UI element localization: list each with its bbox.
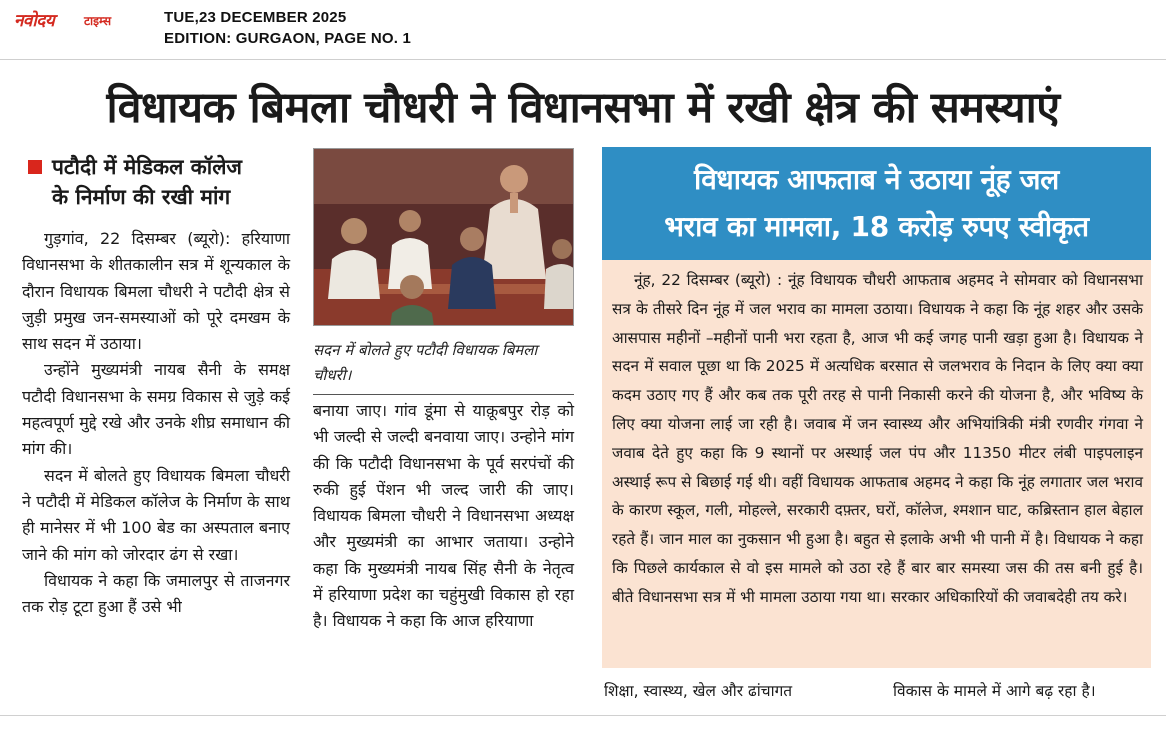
logo-main-text: नवोदय [14, 11, 55, 31]
story1-footer-left: शिक्षा, स्वास्थ्य, खेल और ढांचागत [604, 682, 793, 700]
caption-divider [313, 394, 574, 395]
story1-paragraph: सदन में बोलते हुए विधायक बिमला चौधरी ने पटौदी में मेडिकल कॉलेज के निर्माण के साथ ही मानेसर में भी 100 बेड का अस्पताल बनाए जाने की मांग को जोरदार ढंग से रखा। [22, 465, 290, 564]
story2-paragraph: नूंह, 22 दिसम्बर (ब्यूरो) : नूंह विधायक चौधरी आफताब अहमद ने सोमवार को विधानसभा सत्र के तीसरे दिन नूंह में जल भराव का मामला उठाया। विधायक ने कहा कि नूंह शहर और उसके आसपास महीनों –महीनों पानी भरा रहता है, आज भी कई जगह पानी खड़ा हुआ है। विधायक ने सदन में सवाल पूछा था कि 2025 में अत्यधिक बरसात से जलभराव के निदान के लिए क्या क्या कदम उठाए गए हैं और कब तक पूरी तरह से पानी निकासी करने की योजना है, और भविष्य के लिए क्या योजना लाई जा रही है। जवाब में जन स्वास्थ्य और अभियांत्रिकी मंत्री रणवीर गंगवा ने जवाब देते हुए कहा कि 9 स्थानों पर अस्थाई जल पंप और 11350 मीटर लंबी पाइपलाइन अस्थाई रूप से बिछाई गई थी। वहीं विधायक आफताब अहमद ने कहा कि नूंह लगातार जल भराव के कारण स्कूल, गली, मोहल्ले, सरकारी दफ़्तर, घरों, कॉलेज, श्मशान घाट, कब्रिस्तान हाल बेहाल रहते हैं। जान माल का नुकसान भी हुआ है। बहुत से इलाके अभी भी पानी में है। विधायक ने कहा कि पिछले कार्यकाल से वो इस मामले को उठा रहे हैं बार बार समस्या जस की तस बनी हुई है। बीते विधानसभा सत्र में भी मामला उठाया गया था। सरकार अधिकारियों की जवाबदेही तय करे। [612, 271, 1143, 606]
bottom-divider [0, 715, 1166, 716]
story1-continued: बनाया जाए। गांव डूंमा से याक़ूबपुर रोड़ को भी जल्दी से जल्दी बनवाया जाए। उन्होने मांग की कि पटौदी विधानसभा के पूर्व सरपंचों की रुकी हुई पेंशन भी जल्द जारी की जाए। विधायक बिमला चौधरी ने विधानसभा अध्यक्ष और मुख्यमंत्री का आभार जताया। उन्होने कहा कि मुख्यमंत्री नायब सिंह सैनी के नेतृत्व में हरियाणा प्रदेश का चहुंमुखी विकास हो रहा है। विधायक ने कहा कि आज हरियाणा [313, 401, 574, 631]
story1-subhead-line2: के निर्माण की रखी मांग [52, 185, 231, 209]
newspaper-logo[interactable] [14, 8, 138, 36]
logo-sub-text: टाइम्स [84, 14, 112, 28]
red-square-bullet-icon [28, 160, 42, 174]
assembly-photo[interactable] [313, 148, 574, 326]
story1-subheadline [22, 152, 290, 212]
story2-headline-line1: विधायक आफताब ने उठाया नूंह जल [694, 163, 1059, 196]
story2-headline [602, 147, 1151, 260]
story1-column [22, 152, 290, 712]
story1-paragraph: उन्होंने मुख्यमंत्री नायब सैनी के समक्ष पटौदी विधानसभा के समग्र विकास से जुड़े कई महत्वपूर्ण मुद्दे रखे और उनके शीघ्र समाधान की मांग की। [22, 360, 290, 459]
story1-footer-right: विकास के मामले में आगे बढ़ रहा है। [893, 682, 1096, 700]
story2-body-box [602, 260, 1151, 668]
main-headline: विधायक बिमला चौधरी ने विधानसभा में रखी क्षेत्र की समस्याएं [106, 83, 1060, 133]
story2-headline-line2: भराव का मामला, 18 करोड़ रुपए स्वीकृत [664, 210, 1089, 243]
assembly-photo-illustration [314, 149, 574, 326]
story1-body [22, 226, 290, 620]
story1-paragraph: गुड़गांव, 22 दिसम्बर (ब्यूरो): हरियाणा विधानसभा के शीतकालीन सत्र में शून्यकाल के दौरान विधायक बिमला चौधरी ने पटौदी क्षेत्र से जुड़ी प्रमुख जन-समस्याओं को पूरे दमखम के साथ सदन में उठाया। [22, 229, 290, 354]
photo-caption: सदन में बोलते हुए पटौदी विधायक बिमला चौधरी। [313, 341, 538, 384]
edition-info: EDITION: GURGAON, PAGE NO. 1 [164, 30, 412, 47]
story1-paragraph: विधायक ने कहा कि जमालपुर से ताजनगर तक रोड़ टूटा हुआ हैं उसे भी [22, 570, 290, 617]
story1-subhead-line1: पटौदी में मेडिकल कॉलेज [52, 155, 243, 179]
edition-date: TUE,23 DECEMBER 2025 [164, 9, 347, 26]
page-header [0, 0, 1166, 60]
